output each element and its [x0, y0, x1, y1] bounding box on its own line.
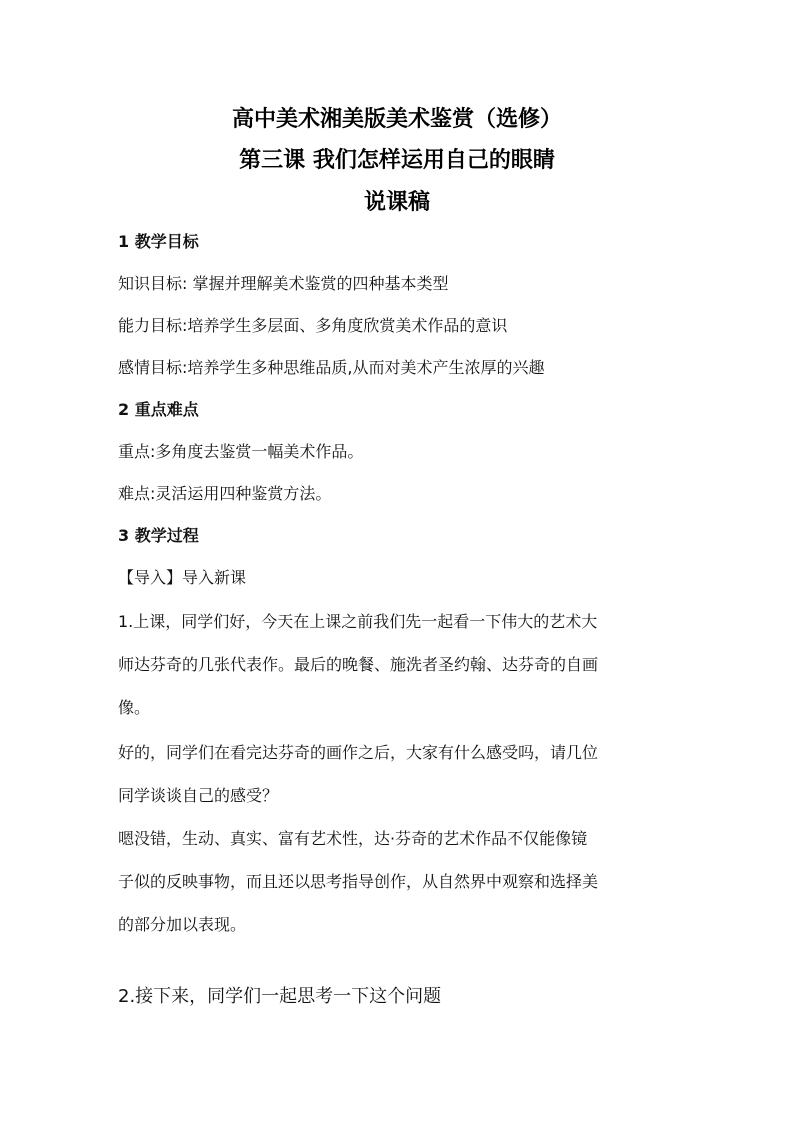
paragraph-1-line-2: 师达芬奇的几张代表作。最后的晚餐、施洗者圣约翰、达芬奇的自画	[118, 655, 599, 674]
objective-ability: 能力目标:培养学生多层面、多角度欣赏美术作品的意识	[118, 316, 508, 335]
lesson-title: 第三课 我们怎样运用自己的眼睛	[239, 147, 555, 173]
objective-knowledge: 知识目标: 掌握并理解美术鉴赏的四种基本类型	[118, 274, 449, 293]
paragraph-3-line-3: 的部分加以表现。	[118, 915, 247, 934]
paragraph-1-line-1: 1.上课，同学们好，今天在上课之前我们先一起看一下伟大的艺术大	[118, 612, 598, 631]
document-title: 高中美术湘美版美术鉴赏（选修）	[231, 106, 562, 132]
section-heading-key-points: 2 重点难点	[118, 400, 199, 419]
paragraph-1-line-3: 像。	[118, 698, 151, 717]
document-subtitle: 说课稿	[363, 189, 430, 215]
paragraph-3-line-2: 子似的反映事物，而且还以思考指导创作，从自然界中观察和选择美	[118, 872, 599, 891]
key-point: 重点:多角度去鉴赏一幅美术作品。	[118, 442, 364, 461]
paragraph-2-line-1: 好的，同学们在看完达芬奇的画作之后，大家有什么感受吗，请几位	[118, 743, 599, 762]
intro-subheading: 【导入】导入新课	[118, 568, 247, 587]
difficult-point: 难点:灵活运用四种鉴赏方法。	[118, 484, 332, 503]
objective-emotion: 感情目标:培养学生多种思维品质,从而对美术产生浓厚的兴趣	[118, 358, 545, 377]
paragraph-4-line-1: 2.接下来，同学们一起思考一下这个问题	[118, 986, 442, 1007]
paragraph-2-line-2: 同学谈谈自己的感受？	[118, 786, 279, 805]
section-heading-process: 3 教学过程	[118, 526, 199, 545]
section-heading-objectives: 1 教学目标	[118, 232, 199, 251]
paragraph-3-line-1: 嗯没错，生动、真实、富有艺术性，达·芬奇的艺术作品不仅能像镜	[118, 829, 588, 848]
